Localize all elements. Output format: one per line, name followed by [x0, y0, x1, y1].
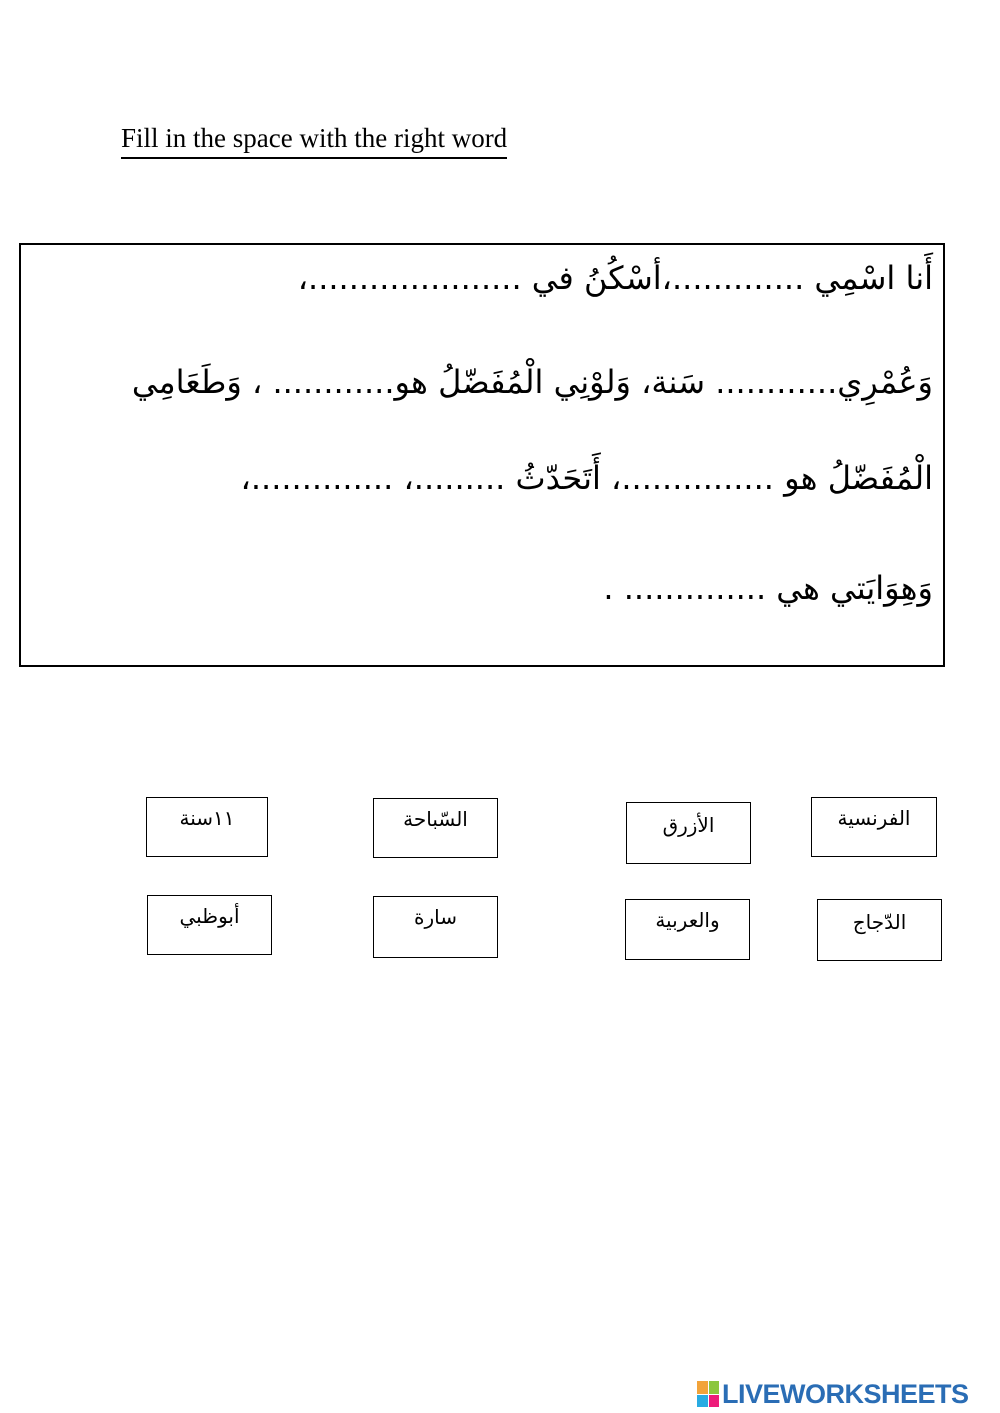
liveworksheets-logo	[697, 1378, 969, 1410]
liveworksheets-logo-icon	[697, 1381, 719, 1407]
sentence-line: وَعُمْرِي............ سَنة، وَلوْنِي الْمُفَضّلُ هو............ ، وَطَعَامِي	[131, 363, 933, 401]
word-card-blue[interactable]: الأزرق	[626, 802, 751, 864]
word-card-11-years[interactable]: ١١سنة	[146, 797, 268, 857]
logo-text: LIVEWORKSHEETS	[722, 1378, 969, 1409]
fill-in-text-box	[19, 243, 945, 667]
word-card-sara[interactable]: سارة	[373, 896, 498, 958]
sentence-line: الْمُفَضّلُ هو ...............، أَتَحَدّثُ .........، ..............،	[240, 459, 933, 497]
word-card-swimming[interactable]: السّباحة	[373, 798, 498, 858]
word-card-abu-dhabi[interactable]: أبوظبي	[147, 895, 272, 955]
word-card-and-arabic[interactable]: والعربية	[625, 899, 750, 960]
word-card-french[interactable]: الفرنسية	[811, 797, 937, 857]
instruction-heading: Fill in the space with the right word	[121, 122, 507, 159]
sentence-line: وَهِوَايَتي هي .............. .	[603, 569, 933, 607]
word-card-chicken[interactable]: الدّجاج	[817, 899, 942, 961]
sentence-line: أَنا اسْمِي .............،أسْكُنُ في .....................،	[297, 259, 933, 297]
